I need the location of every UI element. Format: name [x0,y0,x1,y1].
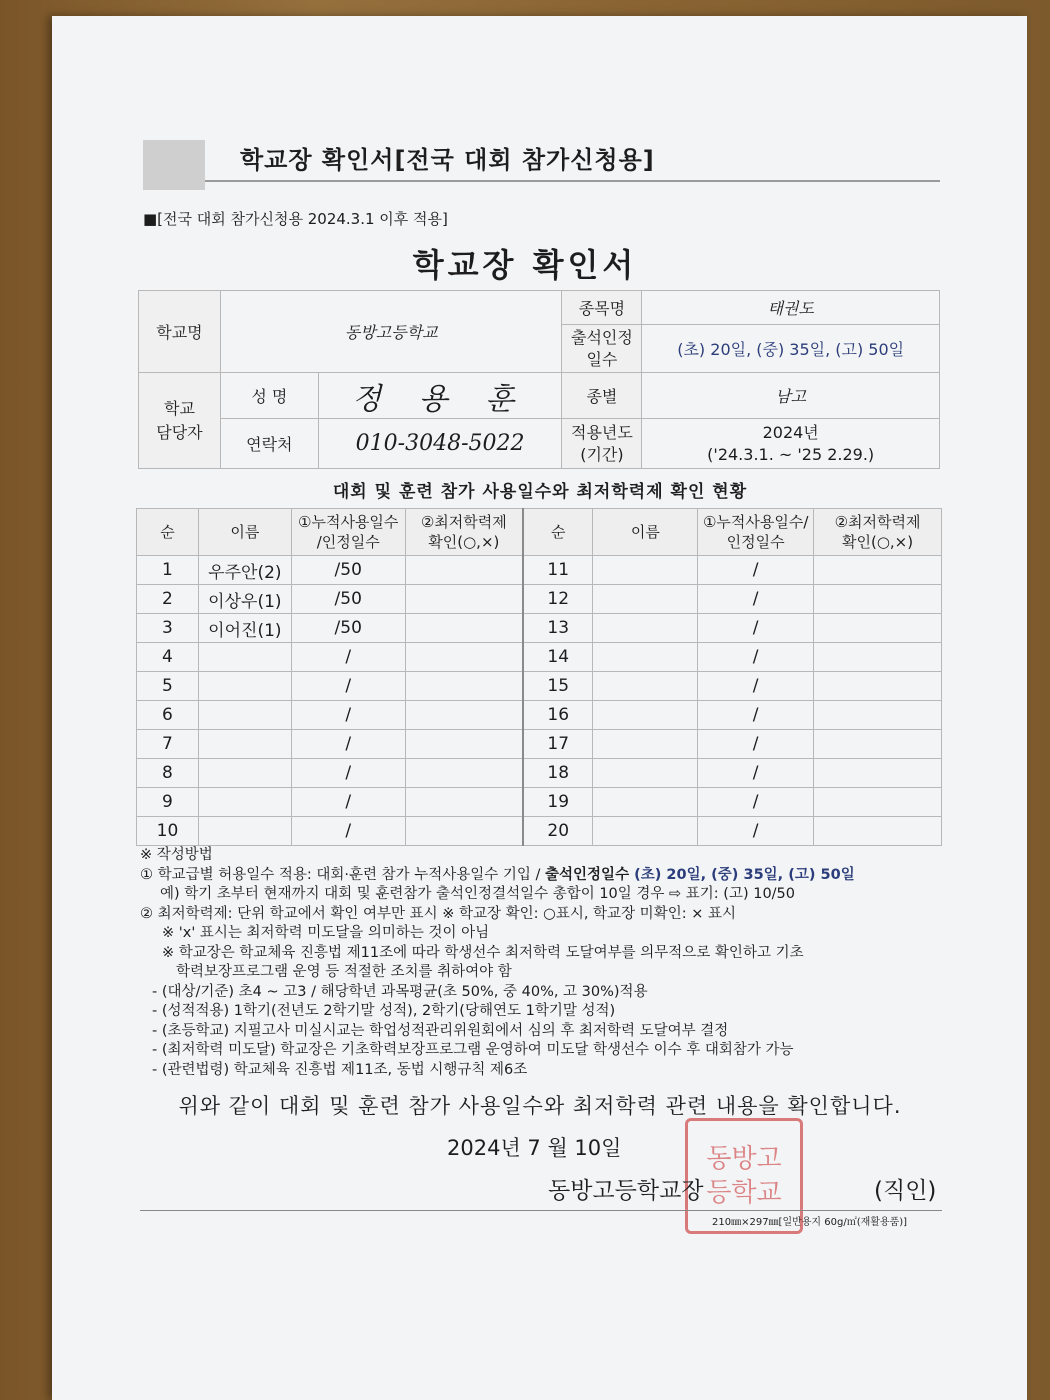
cell-name [593,585,698,614]
cell-check [814,585,942,614]
cell-num: 18 [523,759,593,788]
attendance-value: (초) 20일, (중) 35일, (고) 50일 [642,325,940,373]
year-cell [642,419,940,469]
cell-days: /50 [291,585,405,614]
signer-title: 동방고등학교장 [548,1178,704,1204]
table-row [137,759,942,788]
header-days-left: ①누적사용일수 /인정일수 [291,509,405,556]
cell-name [593,759,698,788]
seal-label: (직인) [874,1178,937,1204]
cell-num: 10 [137,817,199,846]
cell-days: / [291,759,405,788]
cell-num: 19 [523,788,593,817]
cell-days: / [698,730,814,759]
cell-num: 14 [523,643,593,672]
cell-check [405,730,523,759]
detail-4: - (최저학력 미도달) 학교장은 기초학력보장프로그램 운영하여 미도달 학생선수 이수 후 대회참가 가능 [152,1042,794,1058]
detail-5: - (관련법령) 학교체육 진흥법 제11조, 동법 시행규칙 제6조 [152,1061,528,1078]
cell-name: 이어진(1) [198,614,291,643]
cell-check [814,730,942,759]
detail-2: - (성적적용) 1학기(전년도 2학기말 성적), 2학기(당해연도 1학기말 성적) [152,1003,616,1019]
table-row [137,585,942,614]
cell-days: / [698,585,814,614]
main-title: 학교장 확인서 [412,246,638,284]
header-gray-block [143,140,205,190]
cell-check [814,759,942,788]
table-row [137,614,942,643]
cell-check [814,556,942,585]
note-1-example: 예) 학기 초부터 현재까지 대회 및 훈련참가 출석인정결석일수 총합이 10일 경우 ⇨ 표기: (고) 10/50 [160,886,796,902]
cell-name [593,701,698,730]
event-label: 종목명 [562,291,642,325]
cell-num: 16 [523,701,593,730]
cell-name [198,788,291,817]
note-2-c: 학력보장프로그램 운영 등 적절한 조치를 취하여야 함 [176,964,512,980]
cell-name: 이상우(1) [198,585,291,614]
notes-heading: ※ 작성방법 [140,847,213,863]
name-label: 성 명 [220,373,318,419]
note-2-b: ※ 학교장은 학교체육 진흥법 제11조에 따라 학생선수 최저학력 도달여부를 의무적으로 확인하고 기초 [162,944,804,961]
table-row [137,730,942,759]
cell-num: 9 [137,788,199,817]
event-value: 태권도 [642,291,940,325]
year-value: 2024년 [762,422,819,442]
cell-days: /50 [291,556,405,585]
note-1: ① 학교급별 허용일수 적용: 대회·훈련 참가 누적사용일수 기입 / 출석인정일수 (초) 20일, (중) 35일, (고) 50일 [140,866,855,883]
cell-check [405,614,523,643]
cell-check [814,788,942,817]
form-subtitle: ■[전국 대회 참가신청용 2024.3.1 이후 적용] [143,210,448,228]
cell-name [198,730,291,759]
cell-num: 20 [523,817,593,846]
cell-name [593,817,698,846]
table-row [137,672,942,701]
cell-days: / [698,556,814,585]
cell-name [198,672,291,701]
detail-1: - (대상/기준) 초4 ~ 고3 / 해당학년 과목평균(초 50%, 중 40%, 고 30%)적용 [152,983,648,1000]
cell-name [198,759,291,788]
category-value: 남고 [642,373,940,419]
cell-name [593,788,698,817]
cell-num: 12 [523,585,593,614]
cell-check [814,672,942,701]
phone-value: 010-3048-5022 [318,419,562,469]
cell-days: / [698,759,814,788]
cell-num: 7 [137,730,199,759]
cell-check [405,585,523,614]
contact-person-label: 학교 담당자 [139,373,221,469]
header-num-left: 순 [137,509,199,556]
cell-check [405,701,523,730]
cell-name [593,643,698,672]
info-table [138,290,940,469]
cell-days: / [291,788,405,817]
cell-check [405,788,523,817]
detail-3: - (초등학교) 지필고사 미실시교는 학업성적관리위원회에서 심의 후 최저학력 도달여부 결정 [152,1022,729,1039]
cell-name [198,643,291,672]
table-row [137,788,942,817]
cell-check [405,759,523,788]
cell-num: 6 [137,701,199,730]
phone-label: 연락처 [220,419,318,469]
cell-num: 8 [137,759,199,788]
cell-num: 15 [523,672,593,701]
note-2-a: ※ 'x' 표시는 최저학력 미도달을 의미하는 것이 아님 [162,925,490,941]
cell-check [814,643,942,672]
header-title: 학교장 확인서[전국 대회 참가신청용] [240,146,655,174]
cell-check [405,817,523,846]
table-row [137,701,942,730]
cell-num: 13 [523,614,593,643]
cell-num: 17 [523,730,593,759]
school-label: 학교명 [139,291,221,373]
header-num-right: 순 [523,509,593,556]
cell-days: / [698,788,814,817]
header-min-left: ②최저학력제 확인(○,×) [405,509,523,556]
cell-name [198,817,291,846]
cell-num: 11 [523,556,593,585]
cell-num: 5 [137,672,199,701]
athlete-table [136,508,942,846]
paper-spec-note: 210㎜×297㎜[일반용지 60g/㎡(재활용품)] [712,1217,908,1228]
cell-days: / [698,643,814,672]
section-title: 대회 및 훈련 참가 사용일수와 최저학력제 확인 현황 [332,482,748,502]
period-value: ('24.3.1. ~ '25 2.29.) [707,444,875,464]
footer-line [140,1210,942,1211]
cell-days: / [291,672,405,701]
cell-name [593,614,698,643]
cell-check [405,672,523,701]
cell-name [198,701,291,730]
cell-days: /50 [291,614,405,643]
header-name-right: 이름 [593,509,698,556]
table-row [137,643,942,672]
cell-days: / [291,701,405,730]
cell-check [814,614,942,643]
cell-check [405,556,523,585]
cell-days: / [698,701,814,730]
attendance-label: 출석인정 일수 [562,325,642,373]
cell-name [593,556,698,585]
header-underline [205,180,940,182]
table-row [137,556,942,585]
cell-num: 1 [137,556,199,585]
table-row [137,817,942,846]
cell-check [405,643,523,672]
header-min-right: ②최저학력제 확인(○,×) [814,509,942,556]
header-name-left: 이름 [198,509,291,556]
year-label: 적용년도 (기간) [562,419,642,469]
official-seal-stamp: 동방고 등학교 [685,1118,803,1234]
cell-days: / [291,730,405,759]
cell-name [593,730,698,759]
cell-name: 우주안(2) [198,556,291,585]
cell-check [814,817,942,846]
cell-num: 4 [137,643,199,672]
cell-days: / [698,614,814,643]
cell-days: / [698,817,814,846]
school-value: 동방고등학교 [220,291,562,373]
cell-num: 2 [137,585,199,614]
cell-days: / [291,643,405,672]
header-days-right: ①누적사용일수/ 인정일수 [698,509,814,556]
name-signature: 정 용 훈 [318,373,562,419]
note-2: ② 최저학력제: 단위 학교에서 확인 여부만 표시 ※ 학교장 확인: ○표시, 학교장 미확인: × 표시 [140,905,736,922]
cell-name [593,672,698,701]
confirmation-statement: 위와 같이 대회 및 훈련 참가 사용일수와 최저학력 관련 내용을 확인합니다. [178,1094,902,1118]
cell-num: 3 [137,614,199,643]
issue-date: 2024년 7 월 10일 [447,1136,622,1160]
cell-days: / [698,672,814,701]
cell-days: / [291,817,405,846]
instructions [140,846,950,1080]
cell-check [814,701,942,730]
category-label: 종별 [562,373,642,419]
